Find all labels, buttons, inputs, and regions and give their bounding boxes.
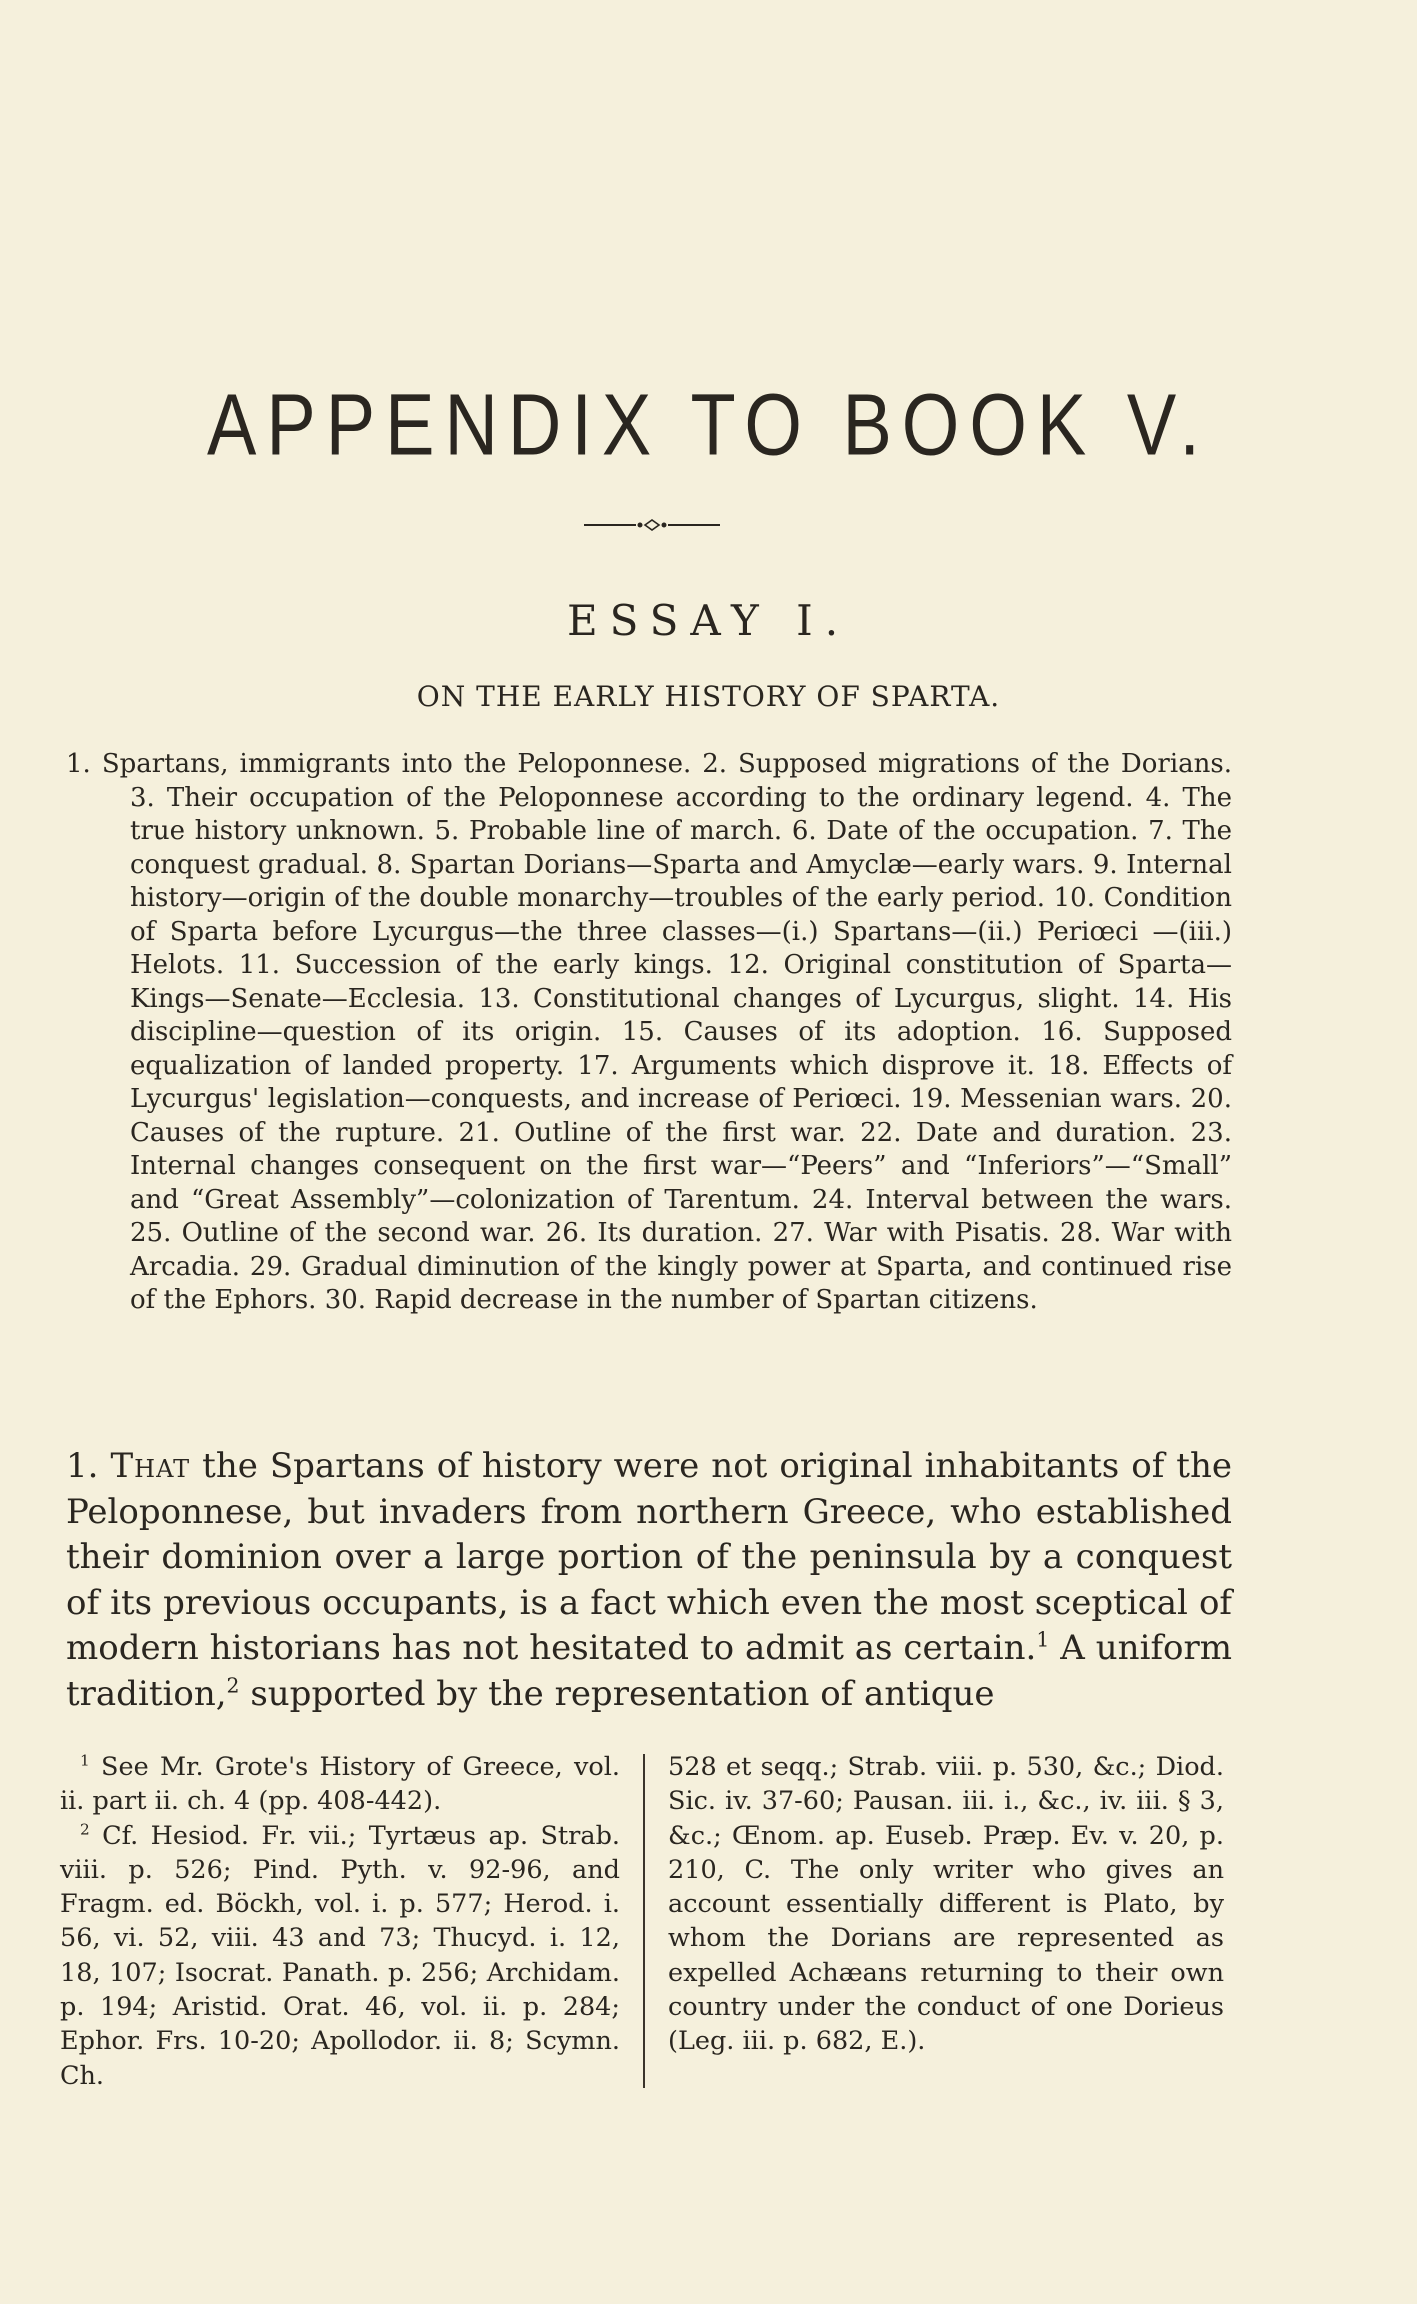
essay-number: ESSAY I.	[566, 596, 851, 645]
body-text-part3: supported by the representation of antique	[239, 1673, 995, 1714]
footnote-2-mark: 2	[80, 1820, 90, 1839]
lead-word: That	[110, 1446, 191, 1486]
ornament-divider-icon	[584, 518, 720, 532]
body-text-part1: the Spartans of history were not original inhabitants of the Peloponnese, but invaders from northern Greece, who established their dominion over a large portion of the peninsula by a conquest of its previous occupants, is a fact which even the most sceptical of modern historians has not hesitated to admit as certain.	[66, 1446, 1232, 1668]
footnote-column-divider	[643, 1754, 645, 2088]
footnotes-left-column	[60, 1750, 620, 2093]
appendix-title: APPENDIX TO BOOK V.	[207, 375, 1210, 474]
footnote-ref-1: 1	[1036, 1627, 1050, 1652]
footnote-2-continued: 528 et seqq.; Strab. viii. p. 530, &c.; Diod. Sic. iv. 37-60; Pausan. iii. i., &c., iv. iii. § 3, &c.; Œnom. ap. Euseb. Præp. Ev. v. 20, p. 210, C. The only writer who gives an account essentially different is Plato, by whom the Dorians are represented as expelled Achæans returning to their own country under the conduct of one Dorieus (Leg. iii. p. 682, E.).	[668, 1752, 1224, 2057]
body-paragraph	[66, 1444, 1232, 1717]
section-number: 1.	[66, 1446, 99, 1486]
footnotes-right-column	[668, 1750, 1224, 2059]
chapter-summary: 1. Spartans, immigrants into the Peloponnese. 2. Supposed migrations of the Dorians. 3. Their occupation of the Peloponnese according to the ordinary legend. 4. The true history unknown. 5. Probable line of march. 6. Date of the occupation. 7. The conquest gradual. 8. Spartan Dorians—Sparta and Amyclæ—early wars. 9. Internal history—origin of the double monarchy—troubles of the early period. 10. Condition of Sparta before Lycurgus—the three classes—(i.) Spartans—(ii.) Periœci —(iii.) Helots. 11. Succession of the early kings. 12. Original constitution of Sparta—Kings—Senate—Ecclesia. 13. Constitutional changes of Lycurgus, slight. 14. His discipline—question of its origin. 15. Causes of its adoption. 16. Supposed equalization of landed property. 17. Arguments which disprove it. 18. Effects of Lycurgus' legislation—conquests, and increase of Periœci. 19. Messenian wars. 20. Causes of the rupture. 21. Outline of the first war. 22. Date and duration. 23. Internal changes consequent on the first war—“Peers” and “Inferiors”—“Small” and “Great Assembly”—colonization of Tarentum. 24. Interval between the wars. 25. Outline of the second war. 26. Its duration. 27. War with Pisatis. 28. War with Arcadia. 29. Gradual diminution of the kingly power at Sparta, and continued rise of the Ephors. 30. Rapid decrease in the number of Spartan citizens.	[66, 749, 1232, 1315]
body-text-part2: A uniform tradition,	[66, 1628, 1232, 1714]
footnote-2-text: Cf. Hesiod. Fr. vii.; Tyrtæus ap. Strab. viii. p. 526; Pind. Pyth. v. 92-96, and Fragm. ed. Böckh, vol. i. p. 577; Herod. i. 56, vi. 52, viii. 43 and 73; Thucyd. i. 12, 18, 107; Isocrat. Panath. p. 256; Archidam. p. 194; Aristid. Orat. 46, vol. ii. p. 284; Ephor. Frs. 10-20; Apollodor. ii. 8; Scymn. Ch.	[60, 1820, 620, 2091]
footnote-1-text: See Mr. Grote's History of Greece, vol. ii. part ii. ch. 4 (pp. 408-442).	[60, 1752, 620, 1817]
footnote-1-mark: 1	[80, 1751, 90, 1770]
footnote-2	[60, 1819, 620, 2093]
footnote-ref-2: 2	[226, 1673, 240, 1698]
essay-title: ON THE EARLY HISTORY OF SPARTA.	[416, 680, 1001, 713]
footnote-1	[60, 1750, 620, 1819]
